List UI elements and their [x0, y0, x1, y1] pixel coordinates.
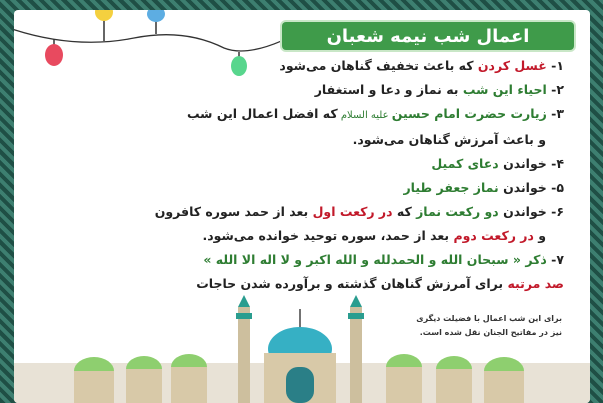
page-title: اعمال شب نیمه شعبان — [282, 22, 574, 50]
item-text: غسل کردن — [477, 58, 547, 73]
item-text: خواندن — [498, 156, 547, 171]
item-text: در رکعت اول — [312, 204, 393, 219]
item-number: ۶- — [551, 204, 564, 219]
list-item — [38, 102, 564, 128]
item-text: و باعث آمرزش گناهان می‌شود. — [352, 132, 546, 147]
list-item — [38, 176, 564, 200]
item-text: و — [533, 228, 546, 243]
item-text: که — [392, 204, 417, 219]
item-number: ۱- — [551, 58, 564, 73]
item-text: که باعث تخفیف گناهان می‌شود — [279, 58, 478, 73]
item-text: احیاء این شب — [462, 82, 547, 97]
list-item-continuation — [38, 224, 546, 248]
list-item — [38, 200, 564, 224]
item-text: نماز جعفر طیار — [403, 180, 499, 195]
item-number: ۳- — [551, 106, 564, 121]
item-number: ۴- — [551, 156, 564, 171]
item-text: بعد از حمد سوره کافرون — [154, 204, 313, 219]
item-text: صد مرتبه — [507, 276, 564, 291]
item-text: که افضل اعمال این شب — [186, 106, 338, 121]
item-text: دو رکعت نماز — [416, 204, 499, 219]
list-item — [38, 248, 564, 272]
item-number: ۲- — [551, 82, 564, 97]
item-text: به نماز و دعا و استغفار — [314, 82, 463, 97]
list-item — [38, 152, 564, 176]
footnote-line-1: برای این شب اعمال با فضیلت دیگری — [416, 314, 562, 323]
mosque-illustration — [14, 293, 590, 403]
light-bulb-icon — [95, 10, 113, 41]
item-text: علیه السلام — [337, 110, 392, 121]
rituals-list — [38, 54, 564, 296]
light-bulb-icon — [147, 10, 165, 34]
footnote-line-2: نیز در مفاتیح الجنان نقل شده است. — [419, 328, 562, 337]
item-text: بعد از حمد، سوره توحید خوانده می‌شود. — [202, 228, 454, 243]
item-text: برای آمرزش گناهان گذشته و برآورده شدن حاجات — [196, 276, 508, 291]
item-text: دعای کمیل — [431, 156, 499, 171]
content-card — [14, 10, 590, 403]
list-item — [38, 78, 564, 102]
item-text: ذکر « سبحان الله و الحمدلله و الله اکبر و لا اله الا الله » — [203, 252, 547, 267]
item-number: ۵- — [551, 180, 564, 195]
item-text: خواندن — [498, 180, 547, 195]
list-item-continuation — [38, 128, 546, 152]
list-item — [38, 54, 564, 78]
item-number: ۷- — [551, 252, 564, 267]
item-text: خواندن — [498, 204, 547, 219]
item-text: زیارت حضرت امام حسین — [391, 106, 547, 121]
item-text: در رکعت دوم — [453, 228, 534, 243]
